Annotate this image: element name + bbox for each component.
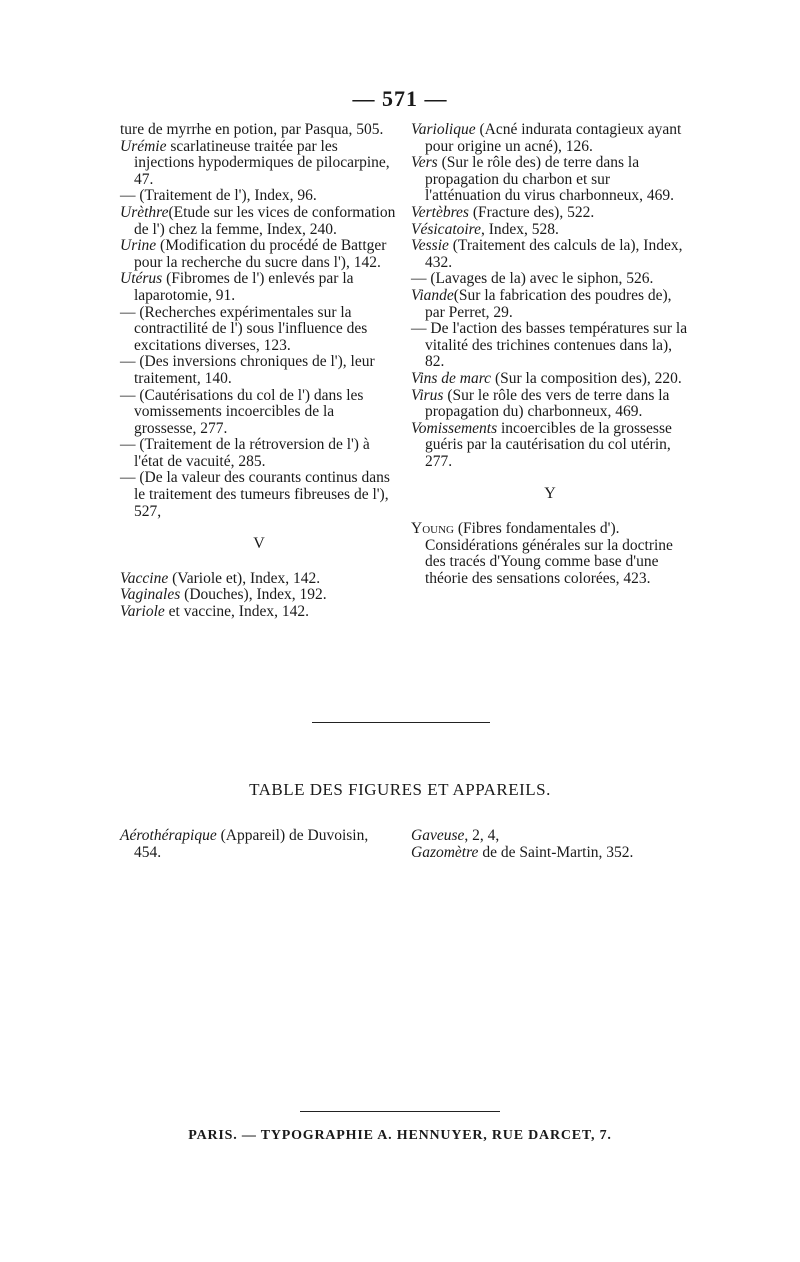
index-column-right: [411, 122, 689, 587]
index-entry: [120, 139, 398, 189]
entry-term: Vaginales: [120, 586, 181, 604]
section-letter-y: Y: [544, 485, 556, 503]
entry-text: incoercibles de la grossesse guéris par la cautérisation du col utérin, 277.: [425, 419, 672, 470]
entry-term: Young: [411, 520, 454, 538]
index-entry: [120, 470, 398, 520]
index-entry: [411, 421, 689, 471]
index-entry: [120, 205, 398, 238]
entry-text: (Modification du procédé de Battger pour la recherche du sucre dans l'), 142.: [134, 237, 387, 271]
left-section-list: [120, 571, 398, 621]
entry-term: Vomissements: [411, 419, 498, 437]
entry-text: ture de myrrhe en potion, par Pasqua, 505.: [120, 121, 384, 138]
entry-term: Virus: [411, 386, 444, 404]
figures-table-title: TABLE DES FIGURES ET APPAREILS.: [249, 780, 551, 799]
index-entry: [120, 604, 398, 621]
index-entry: [411, 271, 689, 288]
index-entry: [120, 122, 398, 139]
entry-term: Vésicatoire: [411, 220, 482, 238]
index-entry: [411, 371, 689, 388]
entry-text: — De l'action des basses températures sur la vitalité des trichines contenues dans la), 82.: [411, 320, 688, 371]
entry-term: Variole: [120, 603, 165, 621]
index-entry: [411, 845, 701, 862]
entry-text: (Etude sur les vices de conformation de l') chez la femme, Index, 240.: [134, 203, 396, 238]
index-entry: [411, 388, 689, 421]
entry-term: Gaveuse: [411, 827, 465, 844]
entry-text: de de Saint-Martin, 352.: [478, 843, 634, 861]
entry-text: (Fibromes de l') enlevés par la laparotomie, 91.: [134, 270, 354, 304]
right-entry-list: [411, 122, 689, 470]
entry-text: (Sur la fabrication des poudres de), par Perret, 29.: [425, 286, 672, 321]
page-number: — 571 —: [352, 86, 448, 111]
entry-text: — (Traitement de l'), Index, 96.: [120, 187, 317, 205]
entry-text: , 2, 4,: [464, 827, 500, 844]
index-entry: [411, 155, 689, 205]
left-entry-list: [120, 122, 398, 520]
entry-text: (Fracture des), 522.: [468, 203, 595, 221]
index-entry: [411, 238, 689, 271]
entry-text: (Traitement des calculs de la), Index, 432.: [425, 237, 683, 271]
entry-term: Vessie: [411, 237, 449, 255]
entry-term: Vins de marc: [411, 369, 492, 387]
section-divider: [312, 722, 490, 723]
index-entry: [411, 205, 689, 222]
entry-text: — (De la valeur des courants continus dans le traitement des tumeurs fibreuses de l'), 527,: [120, 469, 390, 520]
entry-term: Aérothérapique: [120, 827, 217, 844]
index-entry: [120, 437, 398, 470]
entry-text: scarlatineuse traitée par les injections hypodermiques de pilocarpine, 47.: [134, 137, 390, 188]
section-letter-v: V: [253, 535, 265, 553]
entry-term: Vers: [411, 154, 438, 172]
entry-text: , Index, 528.: [481, 220, 559, 238]
entry-term: Vertèbres: [411, 203, 469, 221]
entry-text: (Fibres fondamentales d'). Considérations générales sur la doctrine des tracés d'Young comme base d'une théorie des sensations colorées, 423.: [425, 520, 673, 587]
entry-term: Gazomètre: [411, 843, 479, 861]
entry-text: (Variole et), Index, 142.: [168, 569, 321, 587]
right-section-list: [411, 521, 689, 587]
entry-term: Urémie: [120, 137, 167, 155]
index-entry: [120, 271, 398, 304]
entry-text: — (Cautérisations du col de l') dans les vomissements incoercibles de la grossesse, 277.: [120, 386, 364, 437]
entry-text: (Acné indurata contagieux ayant pour origine un acné), 126.: [425, 121, 682, 155]
entry-term: Utérus: [120, 270, 163, 288]
entry-text: — (Des inversions chroniques de l'), leur traitement, 140.: [120, 353, 375, 387]
index-entry: [120, 388, 398, 438]
index-entry: [411, 321, 689, 371]
entry-text: (Douches), Index, 192.: [180, 586, 327, 604]
entry-term: Urèthre: [120, 203, 169, 221]
index-entry: [120, 238, 398, 271]
figures-column-left: [120, 828, 398, 861]
entry-text: — (Lavages de la) avec le siphon, 526.: [411, 270, 654, 288]
index-entry: [411, 122, 689, 155]
index-entry: [120, 305, 398, 355]
index-column-left: [120, 122, 398, 621]
printer-imprint: PARIS. — TYPOGRAPHIE A. HENNUYER, RUE DARCET, 7.: [188, 1128, 612, 1143]
index-entry: [120, 571, 398, 588]
footer-rule: [300, 1111, 500, 1112]
entry-term: Vaccine: [120, 569, 169, 587]
entry-term: Viande: [411, 286, 454, 304]
entry-text: (Sur le rôle des) de terre dans la propagation du charbon et sur l'atténuation du virus charbonneux, 469.: [425, 154, 675, 205]
index-entry: [411, 288, 689, 321]
entry-term: Variolique: [411, 121, 476, 138]
index-entry: [411, 222, 689, 239]
index-entry: [120, 828, 398, 861]
entry-text: (Appareil) de Duvoisin, 454.: [134, 827, 369, 861]
index-entry: [120, 354, 398, 387]
entry-term: Urine: [120, 237, 157, 255]
entry-text: — (Recherches expérimentales sur la contractilité de l') sous l'influence des excitations diverses, 123.: [120, 303, 368, 354]
entry-text: (Sur la composition des), 220.: [491, 369, 682, 387]
figures-column-right: [411, 828, 701, 861]
index-entry: [411, 828, 701, 845]
index-entry: [411, 521, 689, 587]
index-entry: [120, 587, 398, 604]
index-entry: [120, 188, 398, 205]
entry-text: — (Traitement de la rétroversion de l') à l'état de vacuité, 285.: [120, 436, 370, 470]
entry-text: (Sur le rôle des vers de terre dans la propagation du) charbonneux, 469.: [425, 386, 670, 421]
entry-text: et vaccine, Index, 142.: [164, 603, 309, 621]
